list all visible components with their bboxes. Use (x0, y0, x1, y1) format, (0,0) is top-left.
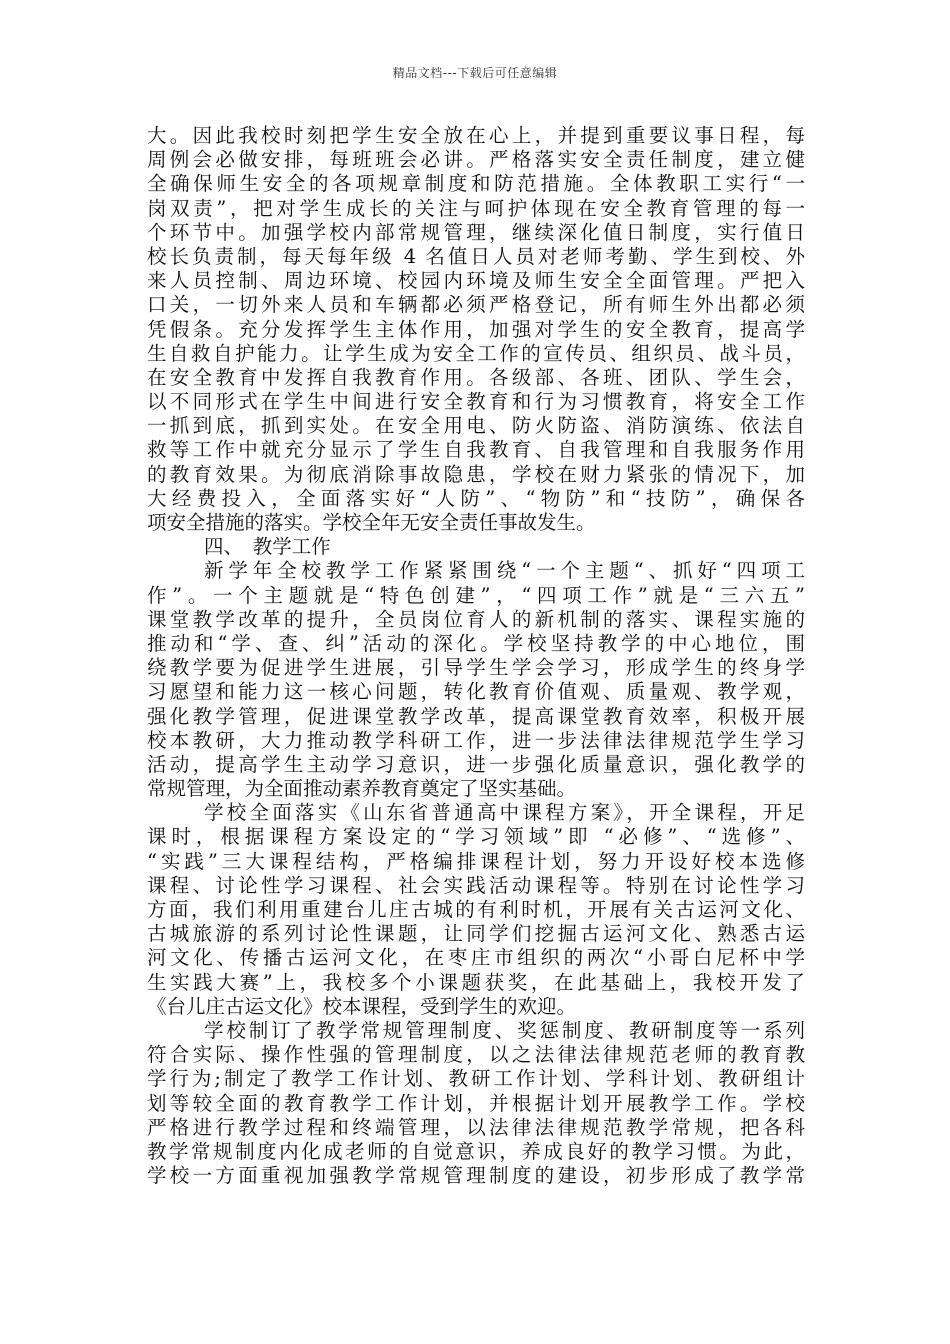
text-line: “实践”三大课程结构，严格编排课程计划，努力开设好校本选修 (147, 849, 805, 873)
text-line: 强化教学管理，促进课堂教学改革，提高课堂教育效率，积极开展 (147, 704, 805, 728)
text-line: 严格进行教学过程和终端管理，以法律法律规范教学常规，把各科 (147, 1115, 805, 1139)
text-line: 课程、讨论性学习课程、社会实践活动课程等。特别在讨论性学习 (147, 873, 805, 897)
text-line: 生自救自护能力。让学生成为安全工作的宣传员、组织员、战斗员， (147, 341, 805, 365)
text-line: 课时，根据课程方案设定的“学习领域”即 “必修”、“选修”、 (147, 825, 805, 849)
text-line: 符合实际、操作性强的管理制度，以之法律法律规范老师的教育教 (147, 1043, 805, 1067)
text-line: 的教育效果。为彻底消除事故隐患，学校在财力紧张的情况下，加 (147, 462, 805, 486)
document-body (147, 124, 805, 1188)
text-line: 新学年全校教学工作紧紧围绕“一个主题“、抓好“四项工 (204, 559, 805, 583)
text-line: 全确保师生安全的各项规章制度和防范措施。全体教职工实行“一 (147, 172, 805, 196)
text-line: 划等较全面的教育教学工作计划，并根据计划开展教学工作。学校 (147, 1091, 805, 1115)
text-line: 学校一方面重视加强教学常规管理制度的建设，初步形成了教学常 (147, 1164, 805, 1188)
text-line: 大经费投入，全面落实好“人防”、“物防”和“技防”，确保各 (147, 486, 805, 510)
text-line: 学行为;制定了教学工作计划、教研工作计划、学科计划、教研组计 (147, 1067, 805, 1091)
text-line: 作”。一个主题就是“特色创建”，“四项工作”就是“三六五” (147, 583, 805, 607)
text-line: 课堂教学改革的提升，全员岗位育人的新机制的落实、课程实施的 (147, 607, 805, 631)
text-line: 习愿望和能力这一核心问题，转化教育价值观、质量观、教学观， (147, 680, 805, 704)
text-line: 项安全措施的落实。学校全年无安全责任事故发生。 (147, 511, 596, 534)
text-line: 《台儿庄古运文化》校本课程，受到学生的欢迎。 (147, 994, 577, 1018)
text-line: 个环节中。加强学校内部常规管理，继续深化值日制度，实行值日 (147, 220, 805, 244)
text-line: 口关，一切外来人员和车辆都必须严格登记，所有师生外出都必须 (147, 293, 805, 317)
text-line: 大。因此我校时刻把学生安全放在心上，并提到重要议事日程，每 (147, 124, 805, 147)
text-line: 推动和“学、查、纠”活动的深化。学校坚持教学的中心地位，围 (147, 631, 805, 655)
text-line: 学校制订了教学常规管理制度、奖惩制度、教研制度等一系列 (204, 1018, 805, 1042)
text-line: 救等工作中就充分显示了学生自我教育、自我管理和自我服务作用 (147, 438, 805, 462)
text-line: 周例会必做安排，每班班会必讲。严格落实安全责任制度，建立健 (147, 148, 805, 172)
text-line: 绕教学要为促进学生进展，引导学生学会学习，形成学生的终身学 (147, 656, 805, 680)
text-line: 学校全面落实《山东省普通高中课程方案》，开全课程，开足 (204, 801, 805, 825)
text-line: 教学常规制度内化成老师的自觉意识，养成良好的教学习惯。为此， (147, 1139, 805, 1163)
text-line: 在安全教育中发挥自我教育作用。各级部、各班、团队、学生会， (147, 365, 805, 389)
text-line: 岗双责”，把对学生成长的关注与呵护体现在安全教育管理的每一 (147, 196, 805, 220)
text-line: 一抓到底，抓到实处。在安全用电、防火防盗、消防演练、依法自 (147, 414, 805, 438)
text-line: 校长负责制，每天每年级 4 名值日人员对老师考勤、学生到校、外 (147, 244, 805, 268)
page-header: 精品文档---下载后可任意编辑 (392, 66, 558, 80)
text-line: 古城旅游的系列讨论性课题，让同学们挖掘古运河文化、熟悉古运 (147, 922, 805, 946)
text-line: 来人员控制、周边环境、校园内环境及师生安全全面管理。严把入 (147, 269, 805, 293)
text-line: 常规管理，为全面推动素养教育奠定了坚实基础。 (147, 777, 577, 801)
section-heading: 四、 教学工作 (204, 535, 331, 559)
text-line: 以不同形式在学生中间进行安全教育和行为习惯教育，将安全工作 (147, 390, 805, 414)
text-line: 活动，提高学生主动学习意识，进一步强化质量意识，强化教学的 (147, 752, 805, 776)
text-line: 方面，我们利用重建台儿庄古城的有利时机，开展有关古运河文化、 (147, 898, 805, 921)
text-line: 河文化、传播古运河文化，在枣庄市组织的两次“小哥白尼杯中学 (147, 946, 805, 970)
text-line: 校本教研，大力推动教学科研工作，进一步法律法律规范学生学习 (147, 728, 805, 752)
text-line: 生实践大赛”上，我校多个小课题获奖，在此基础上，我校开发了 (147, 970, 805, 994)
text-line: 凭假条。充分发挥学生主体作用，加强对学生的安全教育，提高学 (147, 317, 805, 341)
